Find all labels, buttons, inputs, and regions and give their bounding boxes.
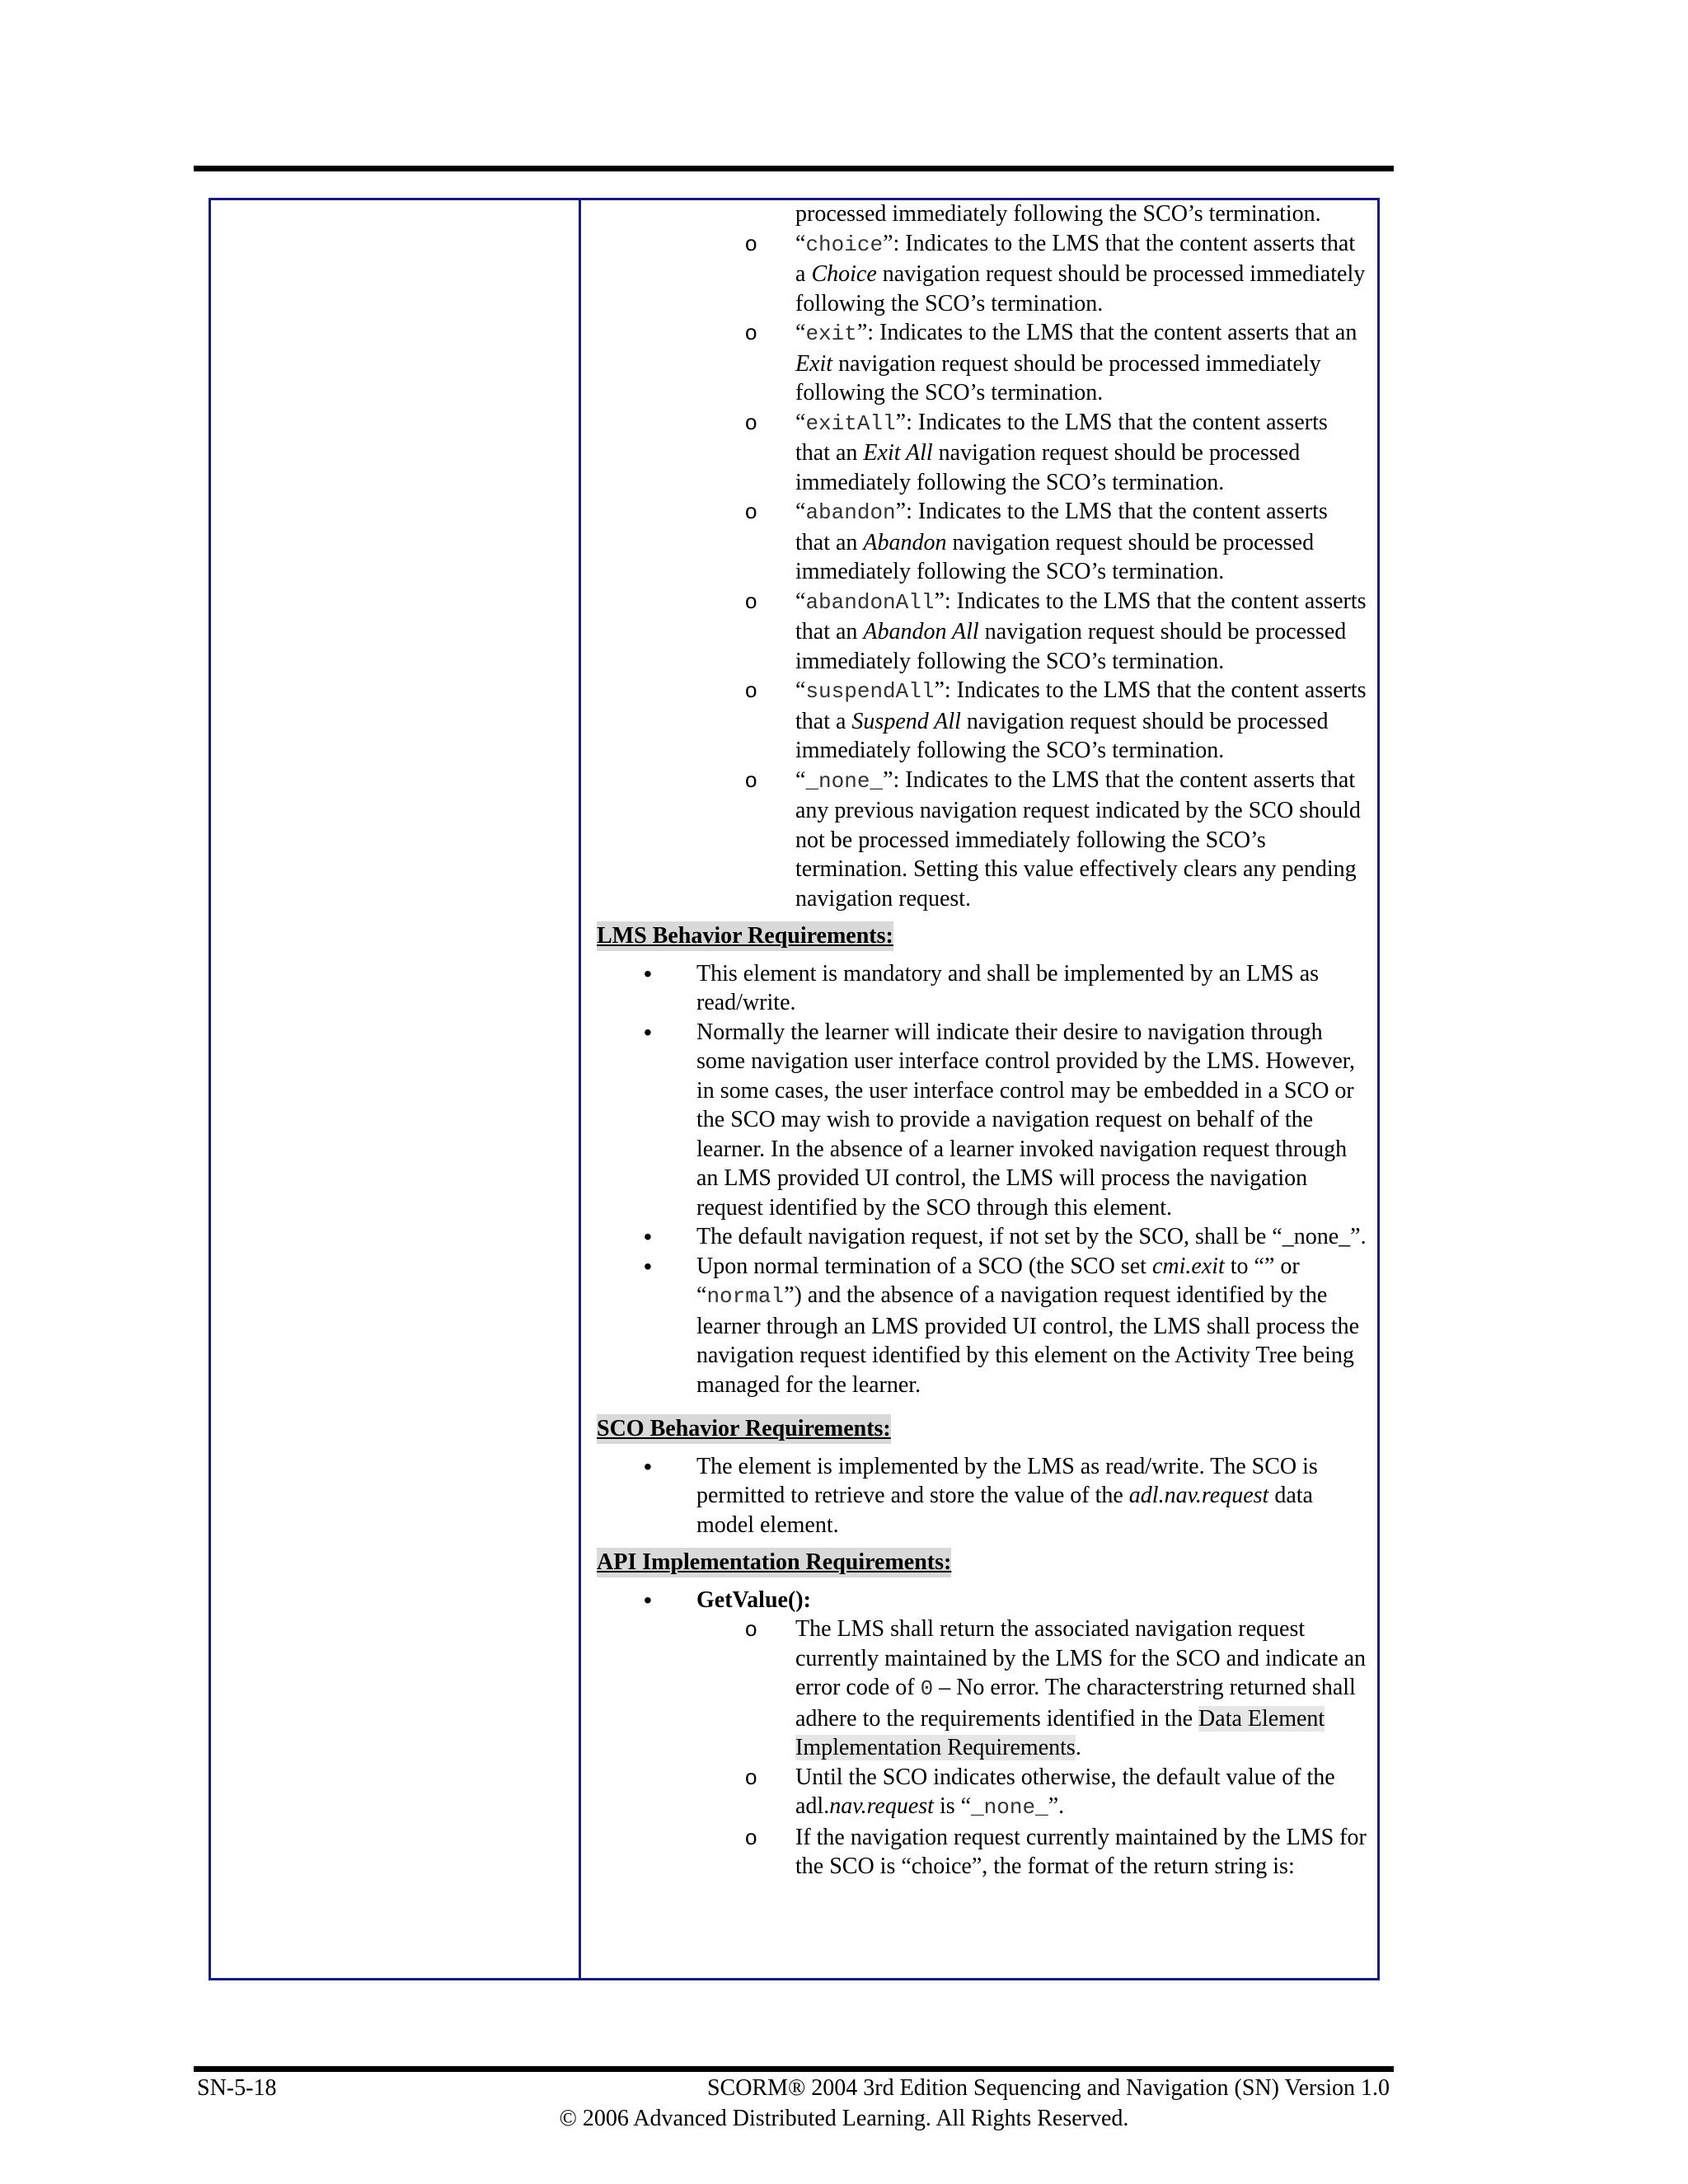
vocab-token: abandonAll	[805, 589, 935, 615]
getvalue-bullet	[597, 1586, 1367, 1615]
table-right-cell	[597, 199, 1367, 1882]
section-heading: SCO Behavior Requirements:	[597, 1414, 891, 1444]
bullet-marker: •	[644, 1453, 652, 1479]
vocab-token: _none_	[805, 768, 884, 794]
lms-bullet: • This element is mandatory and shall be implemented by an LMS as read/write.	[644, 960, 1320, 1015]
vocab-item-suspendall: o “suspendAll”: Indicates to the LMS that the content asserts that a Suspend All navigation request should be processed immediately following the SCO’s termination.	[745, 677, 1367, 763]
sub-bullet-marker: o	[745, 1764, 757, 1789]
continuation-text: processed immediately following the SCO’s termination.	[795, 201, 1321, 227]
header-rule	[194, 166, 1394, 171]
getvalue-sub-1: o The LMS shall return the associated navigation request currently maintained by the LMS for the SCO and indicate an error code of 0 – No error. The characterstring returned shall adhere to the requirements identified in the Data Element Implementation Requirements.	[745, 1616, 1367, 1760]
sub-bullet-marker: o	[745, 1616, 757, 1641]
getvalue-sub-2: o Until the SCO indicates otherwise, the default value of the adl.nav.request is “_none_”.	[745, 1764, 1335, 1820]
continuation-line	[597, 199, 1367, 229]
section-heading: LMS Behavior Requirements:	[597, 921, 893, 951]
lms-behavior-heading	[597, 921, 1367, 951]
table-column-divider	[579, 198, 581, 1980]
bullet-marker: •	[644, 1586, 652, 1613]
bullet-marker: •	[644, 960, 652, 987]
sco-bullet: • The element is implemented by the LMS as read/write. The SCO is permitted to retrieve and store the value of the adl.nav.request data model element.	[644, 1453, 1318, 1538]
bullet-marker: •	[644, 1224, 652, 1249]
vocab-token: exit	[805, 321, 857, 346]
lms-bullet: • Upon normal termination of a SCO (the SCO set cmi.exit to “” or “normal”) and the absence of a navigation request identified by the learner through an LMS provided UI control, the LMS shall process the navigation request identified by this element on the Activity Tree being managed for the learner.	[644, 1253, 1360, 1398]
sub-bullet-marker: o	[745, 1824, 757, 1849]
getvalue-label: GetValue():	[696, 1586, 811, 1613]
sub-bullet-marker: o	[745, 320, 757, 344]
vocab-item-none: o “_none_”: Indicates to the LMS that the content asserts that any previous navigation request indicated by the SCO should not be processed immediately following the SCO’s termination. Setting this value effectively clears any pending navigation request.	[745, 766, 1361, 912]
vocab-item-exit: o “exit”: Indicates to the LMS that the content asserts that an Exit navigation request should be processed immediately following the SCO’s termination.	[745, 320, 1357, 405]
bullet-marker: •	[644, 1019, 652, 1045]
lms-behavior-list	[597, 959, 1367, 1400]
vocab-item-abandonall: o “abandonAll”: Indicates to the LMS that the content asserts that an Abandon All navigation request should be processed immediately following the SCO’s termination.	[745, 588, 1367, 674]
sco-behavior-heading	[597, 1414, 1367, 1444]
vocab-item-abandon: o “abandon”: Indicates to the LMS that the content asserts that an Abandon navigation request should be processed immediately following the SCO’s termination.	[745, 499, 1328, 584]
sub-bullet-marker: o	[745, 677, 757, 702]
sub-bullet-marker: o	[745, 409, 757, 434]
vocab-token: suspendAll	[805, 679, 935, 704]
page-number: SN-5-18	[197, 2075, 277, 2101]
vocab-item-exitall: o “exitAll”: Indicates to the LMS that the content asserts that an Exit All navigation request should be processed immediately following the SCO’s termination.	[745, 409, 1328, 495]
vocab-token: abandon	[805, 500, 896, 525]
sub-bullet-marker: o	[745, 766, 757, 792]
api-implementation-heading	[597, 1548, 1367, 1577]
sub-bullet-marker: o	[745, 588, 757, 613]
sub-bullet-marker: o	[745, 499, 757, 523]
section-heading: API Implementation Requirements:	[597, 1548, 951, 1577]
vocabulary-list	[597, 229, 1367, 914]
copyright-notice: © 2006 Advanced Distributed Learning. All Rights Reserved.	[559, 2106, 1129, 2131]
getvalue-sub-3: o If the navigation request currently maintained by the LMS for the SCO is “choice”, the format of the return string is:	[745, 1824, 1367, 1879]
lms-bullet: • The default navigation request, if not set by the SCO, shall be “_none_”.	[597, 1222, 1367, 1252]
vocab-token: choice	[805, 232, 884, 257]
vocab-item-choice: o “choice”: Indicates to the LMS that the content asserts that a Choice navigation request should be processed immediately following the SCO’s termination.	[745, 230, 1366, 316]
document-title: SCORM® 2004 3rd Edition Sequencing and Navigation (SN) Version 1.0	[706, 2075, 1390, 2101]
bullet-marker: •	[644, 1253, 652, 1279]
footer-rule	[194, 2066, 1394, 2072]
sub-bullet-marker: o	[745, 230, 757, 255]
vocab-token: exitAll	[805, 410, 896, 436]
cross-reference-link[interactable]: Data Element Implementation Requirements	[795, 1705, 1325, 1760]
lms-bullet: • Normally the learner will indicate their desire to navigation through some navigation user interface control provided by the LMS. However, in some cases, the user interface control may be embedded in a SCO or the SCO may wish to provide a navigation request on behalf of the learner. In the absence of a learner invoked navigation request through an LMS provided UI control, the LMS will process the navigation request identified by the SCO through this element.	[644, 1019, 1355, 1221]
